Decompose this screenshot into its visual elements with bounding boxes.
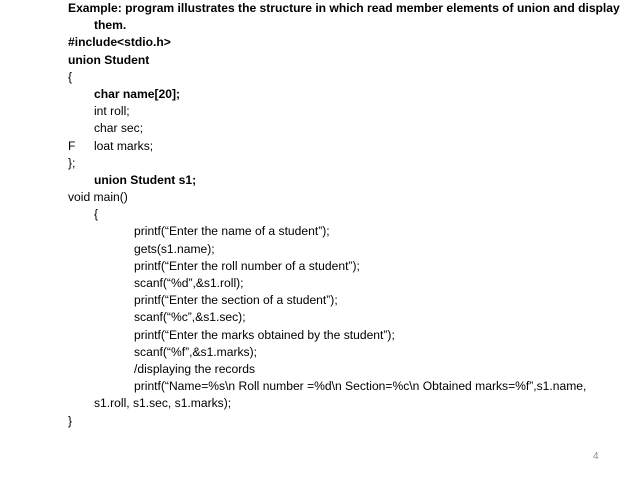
slide-content [68,0,628,430]
code-line: scanf(“%f”,&s1.marks); [134,344,257,359]
code-line: /displaying the records [134,361,256,376]
member-marks [68,138,628,155]
code-line: printf(“Enter the section of a student”); [134,293,338,308]
code-line: printf(“Enter the name of a student”); [134,224,330,239]
example-heading-line2: them. [94,18,127,33]
main-declaration: void main() [68,190,128,205]
main-close-brace: } [68,413,73,428]
code-line: printf(“Enter the roll number of a student”); [134,258,360,273]
member-marks-first-letter: F [68,138,76,153]
code-line: scanf(“%d”,&s1.roll); [134,276,244,290]
printf-continuation: s1.roll, s1.sec, s1.marks); [94,396,232,411]
member-name: char name[20]; [94,86,181,101]
example-heading-line1: Example: program illustrates the structure in which read member elements of union and display [68,1,620,15]
code-line: printf(“Enter the marks obtained by the student”); [134,327,395,342]
include-line: #include<stdio.h> [68,35,171,50]
member-marks-rest: loat marks; [94,138,154,153]
code-line: gets(s1.name); [134,241,215,256]
union-close: }; [68,155,76,170]
member-sec: char sec; [94,121,144,136]
union-declaration: union Student [68,52,150,67]
union-variable: union Student s1; [94,172,197,187]
union-open-brace: { [68,69,73,84]
code-line: printf(“Name=%s\n Roll number =%d\n Section=%c\n Obtained marks=%f”,s1.name, [134,379,587,394]
member-roll: int roll; [94,104,130,119]
main-open-brace: { [94,207,99,222]
code-line: scanf(“%c”,&s1.sec); [134,310,246,325]
page-number: 4 [593,451,599,462]
